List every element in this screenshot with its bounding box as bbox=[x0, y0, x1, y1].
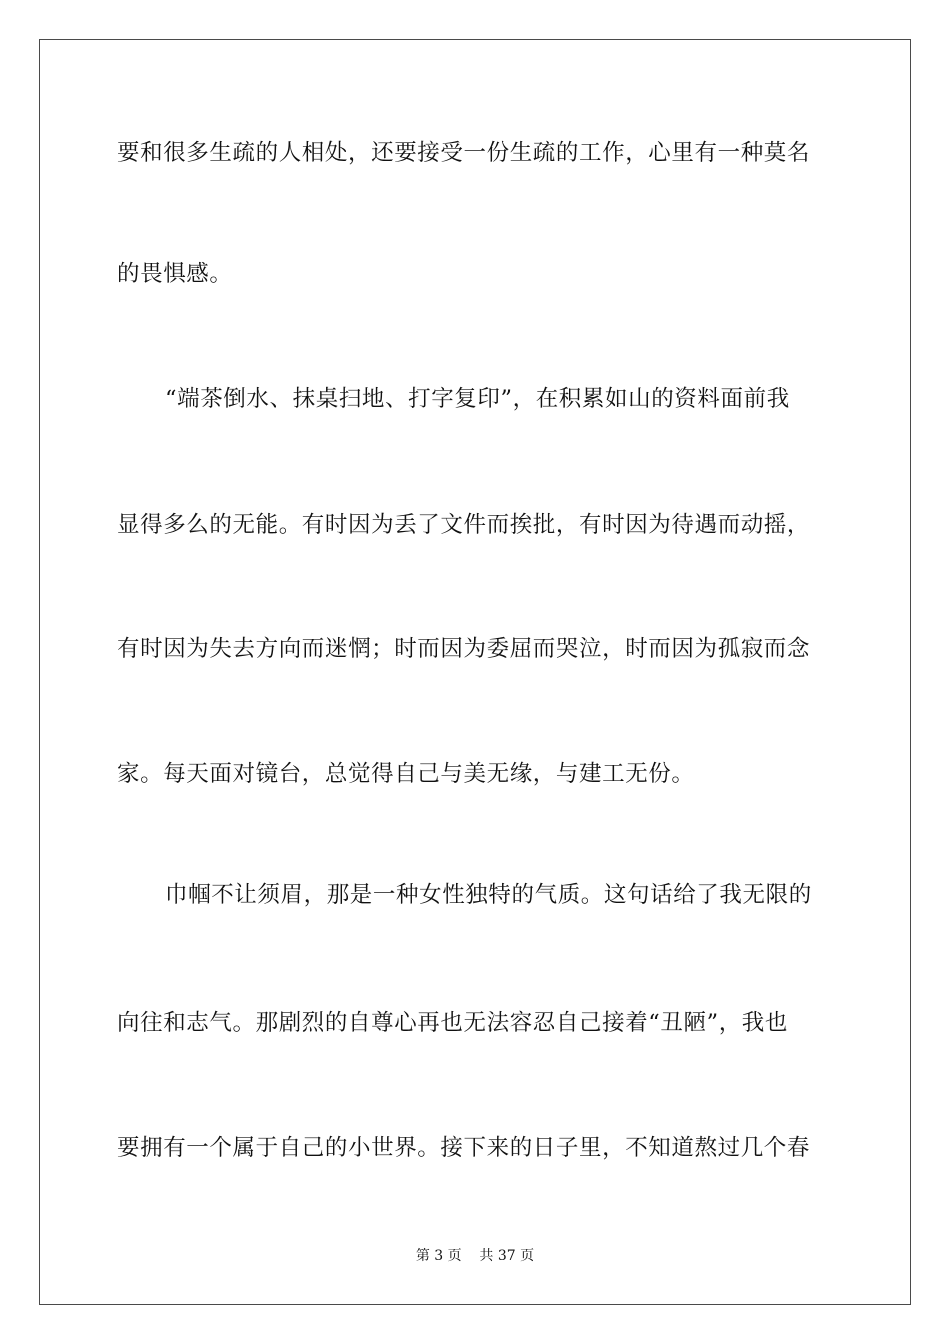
text-line: 巾帼不让须眉，那是一种女性独特的气质。这句话给了我无限的 bbox=[165, 882, 812, 908]
text-line: 家。每天面对镜台，总觉得自己与美无缘，与建工无份。 bbox=[117, 761, 695, 787]
text-line: 要和很多生疏的人相处，还要接受一份生疏的工作，心里有一种莫名 bbox=[117, 140, 811, 166]
page-frame bbox=[39, 39, 911, 1305]
page-number-footer: 第 3 页 共 37 页 bbox=[415, 1248, 535, 1264]
text-line: 有时因为失去方向而迷惘；时而因为委屈而哭泣，时而因为孤寂而念 bbox=[117, 636, 811, 662]
text-line: “端茶倒水、抹桌扫地、打字复印”，在积累如山的资料面前我 bbox=[165, 386, 790, 412]
text-line: 显得多么的无能。有时因为丢了文件而挨批，有时因为待遇而动摇， bbox=[117, 512, 811, 538]
text-line: 要拥有一个属于自己的小世界。接下来的日子里，不知道熬过几个春 bbox=[117, 1135, 811, 1161]
text-line: 的畏惧感。 bbox=[117, 261, 233, 287]
text-line: 向往和志气。那剧烈的自尊心再也无法容忍自己接着“丑陋”，我也 bbox=[117, 1010, 789, 1036]
